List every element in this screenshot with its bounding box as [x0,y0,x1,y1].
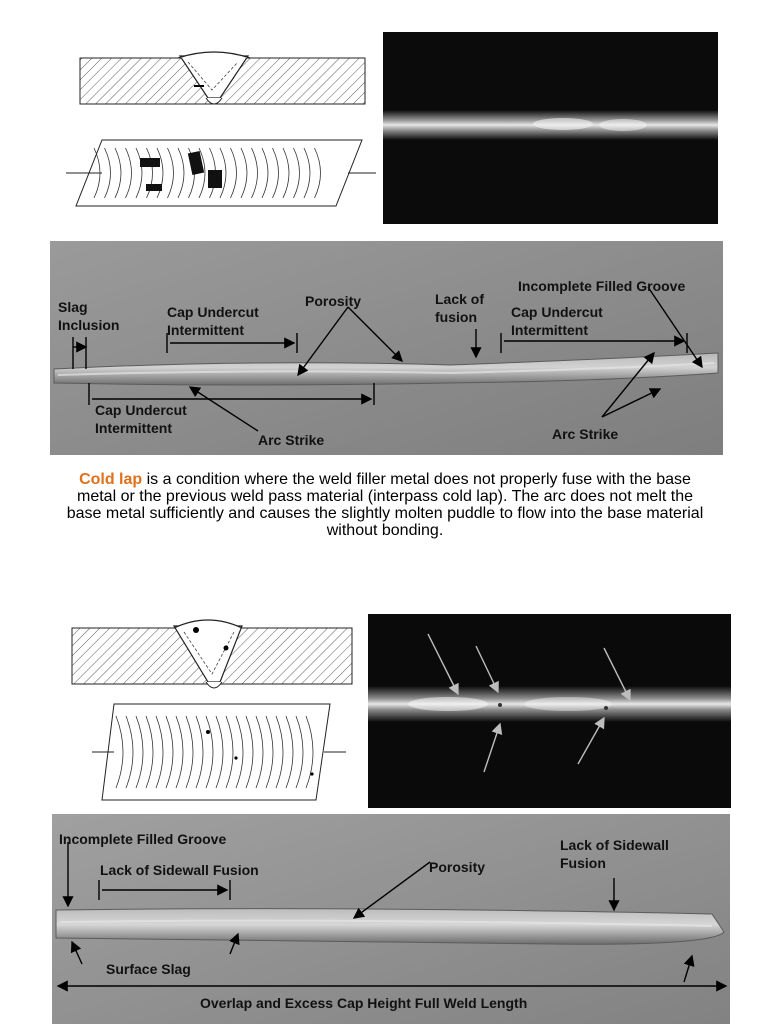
overlap-label: Overlap and Excess Cap Height Full Weld Length [200,995,528,1011]
cross-section-diagram-2 [70,618,356,694]
porosity-label: Porosity [305,293,362,309]
porosity-label-2: Porosity [429,859,486,875]
surface-slag-label: Surface Slag [106,961,191,977]
arc-strike-right-label: Arc Strike [552,426,619,442]
lack-of-sidewall-fusion-right-label: Lack of Sidewall Fusion [560,837,669,871]
cap-undercut-top-label: Cap Undercut Intermittent [167,304,259,338]
cold-lap-caption [60,471,710,539]
cross-section-diagram-1 [70,50,370,112]
arc-strike-center-label: Arc Strike [258,432,325,448]
xray-image-2 [368,614,731,808]
weld-photo-1 [50,241,723,455]
caption-text: is a condition where the weld filler metal does not properly fuse with the base metal or the previous weld pass material (interpass cold lap). The arc does not melt the base metal sufficiently and causes the slightly molten puddle to flow into the base material without bonding. [66,471,704,539]
incomplete-filled-groove-label-2: Incomplete Filled Groove [59,831,227,847]
weld-photo-2 [52,814,730,1024]
slag-inclusion-label: Slag Inclusion [58,299,120,333]
cap-undercut-bottom-label: Cap Undercut Intermittent [95,402,187,436]
cap-undercut-right-label: Cap Undercut Intermittent [511,304,603,338]
top-view-diagram-1 [66,138,376,208]
caption-highlight: Cold lap [79,471,143,488]
top-view-diagram-2 [92,702,346,802]
lack-of-fusion-label: Lack of fusion [435,291,485,325]
incomplete-filled-groove-label: Incomplete Filled Groove [518,278,686,294]
xray-image-1 [383,32,718,224]
lack-of-sidewall-fusion-label: Lack of Sidewall Fusion [100,862,259,878]
